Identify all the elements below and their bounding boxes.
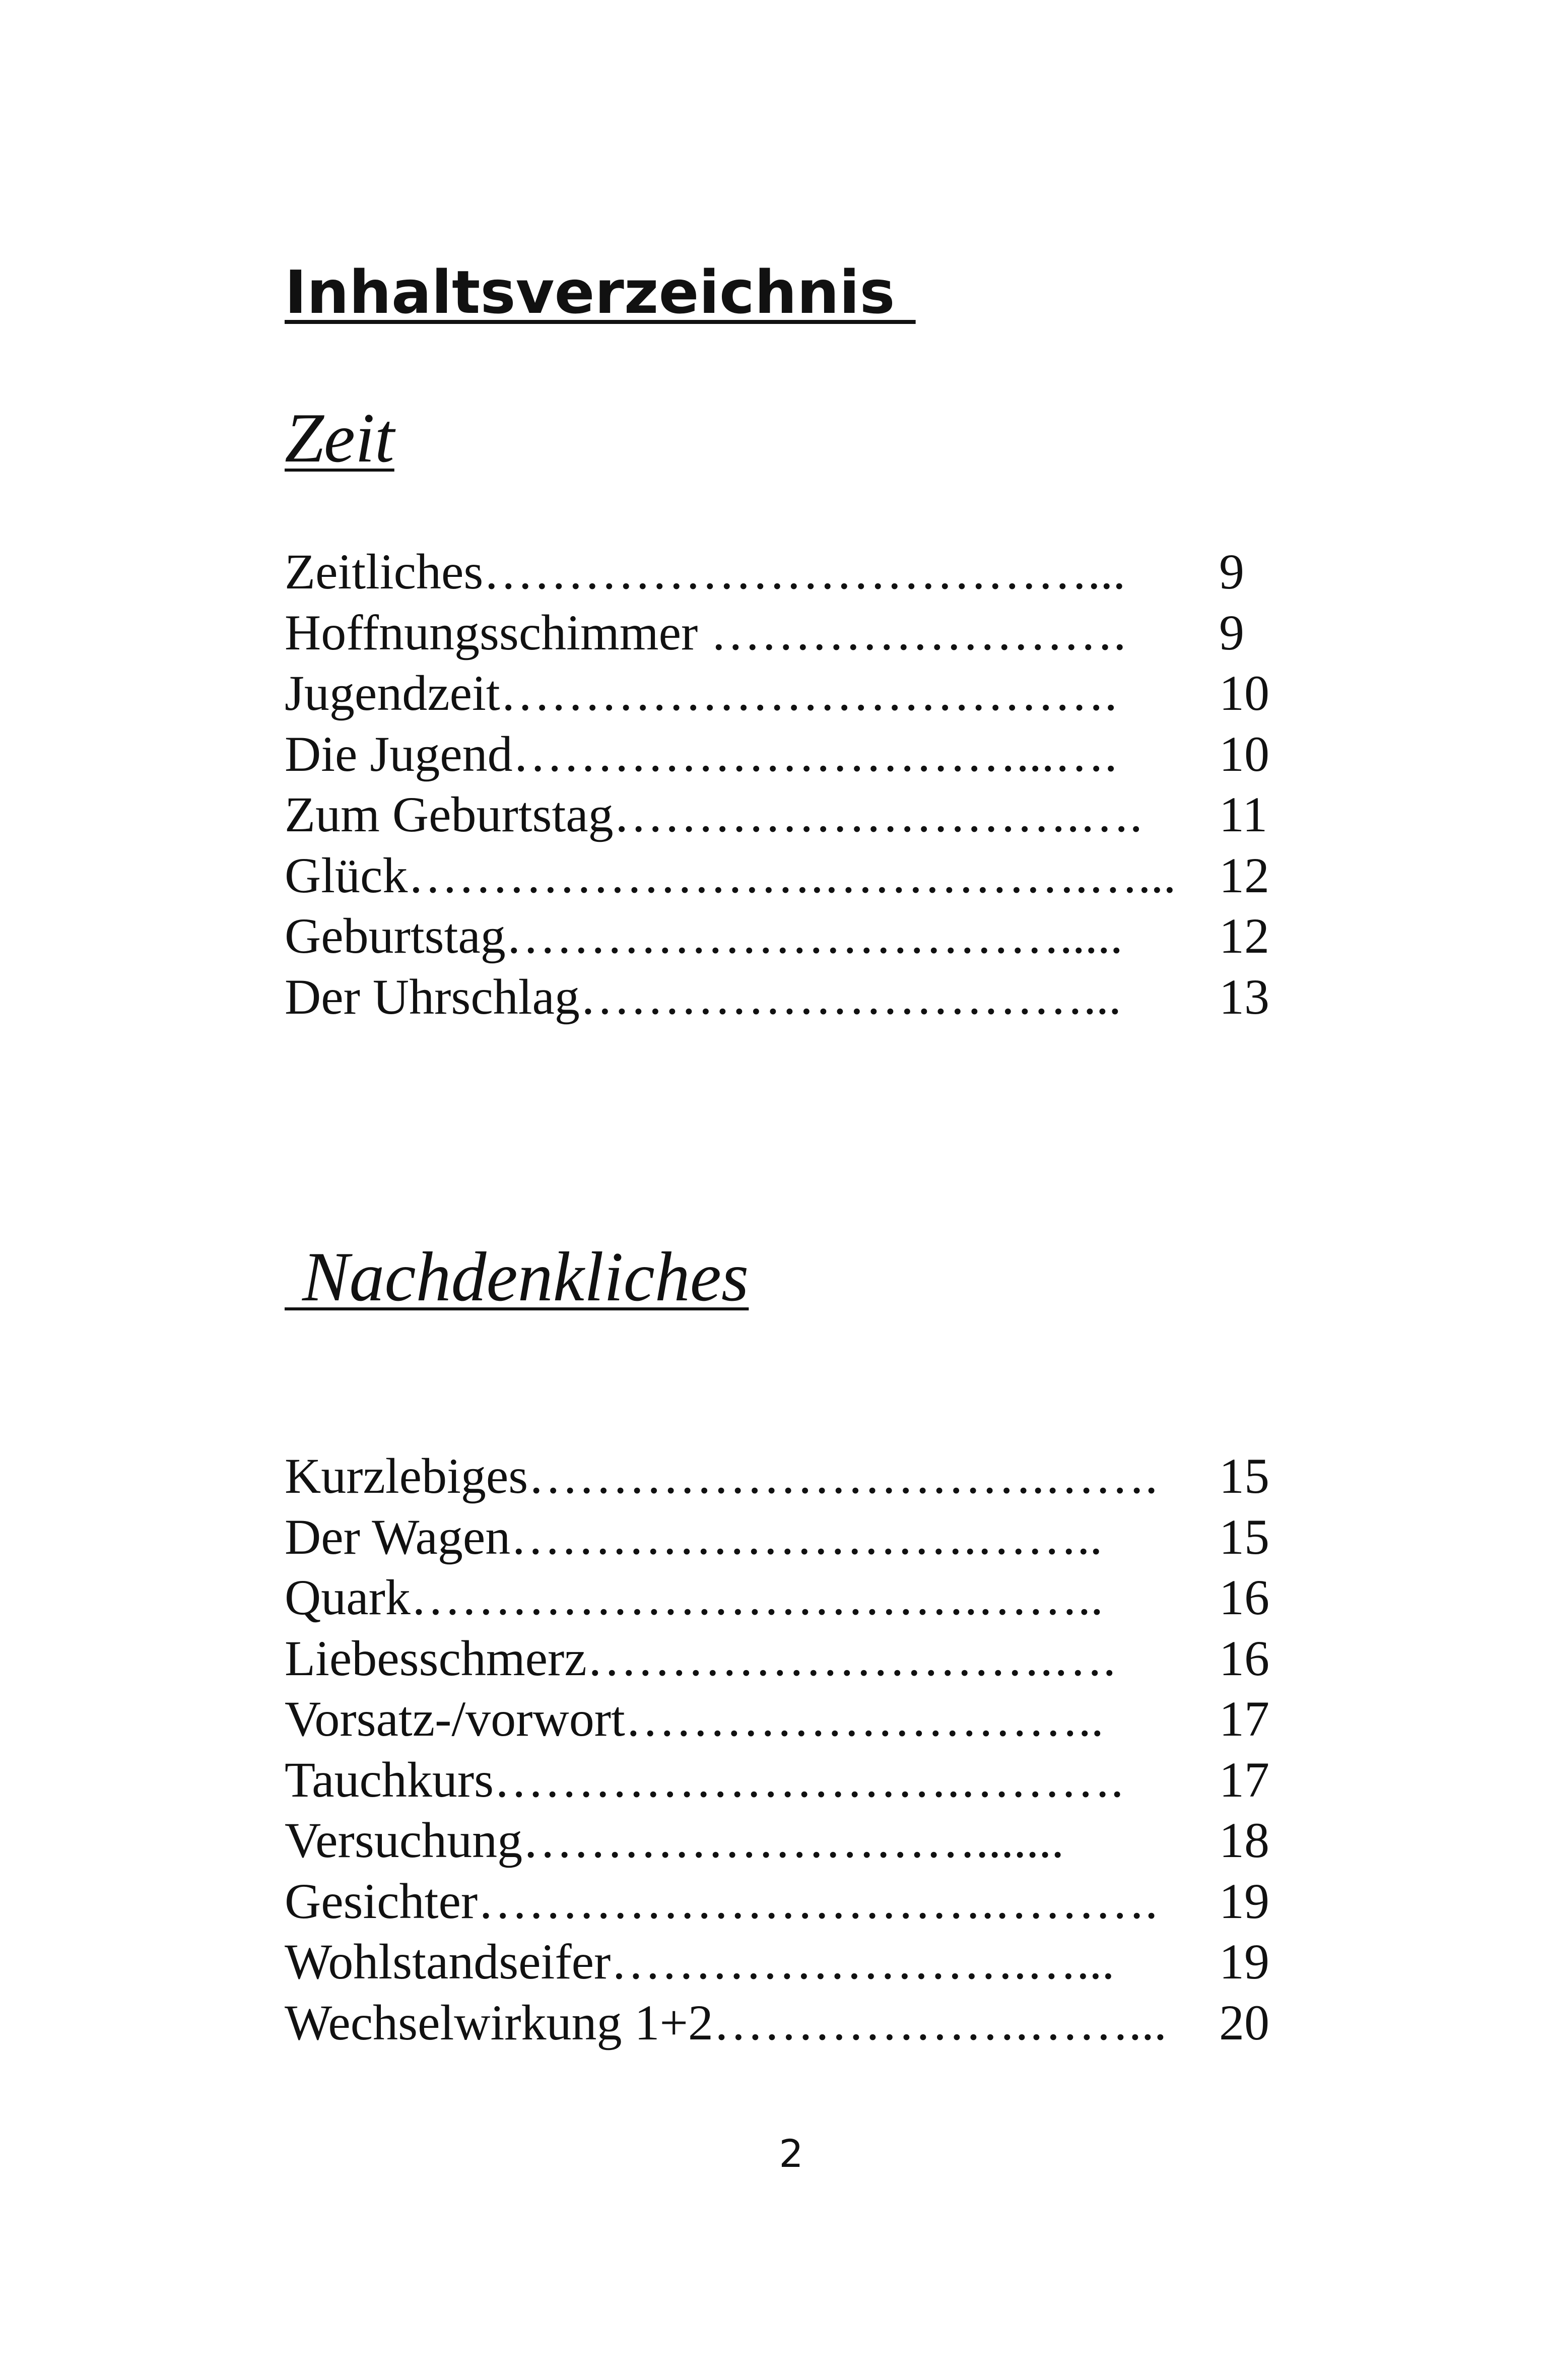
toc-list-nachdenkliches xyxy=(285,1446,1272,2053)
toc-entry xyxy=(285,1628,1272,1689)
toc-entry xyxy=(285,1993,1272,2054)
toc-entry xyxy=(285,1567,1272,1628)
toc-entry-page: 17 xyxy=(1219,1751,1269,1808)
toc-entry xyxy=(285,1932,1272,1993)
toc-entry-title: Quark…………………………….…….. xyxy=(285,1569,1103,1625)
toc-entry-page: 10 xyxy=(1219,725,1269,782)
toc-entry xyxy=(285,784,1272,845)
toc-entry-page: 11 xyxy=(1219,786,1268,842)
toc-entry xyxy=(285,1689,1272,1750)
toc-entry xyxy=(285,663,1272,724)
toc-entry-page: 13 xyxy=(1219,968,1269,1025)
toc-entry xyxy=(285,967,1272,1028)
toc-entry-title: Glück…………………….…………….…... xyxy=(285,847,1176,903)
toc-entry-title: Versuchung………………………....... xyxy=(285,1812,1064,1868)
toc-entry-page: 15 xyxy=(1219,1508,1269,1565)
toc-entry xyxy=(285,845,1272,906)
toc-entry xyxy=(285,1507,1272,1568)
toc-entry-title: Hoffnungsschimmer ……………………. xyxy=(285,604,1126,660)
toc-entry-page: 17 xyxy=(1219,1691,1269,1747)
toc-entry-page: 19 xyxy=(1219,1873,1269,1929)
toc-entry-page: 16 xyxy=(1219,1569,1269,1625)
document-title: Inhaltsverzeichnis xyxy=(285,257,916,327)
section-heading-zeit: Zeit xyxy=(285,399,394,477)
toc-entry xyxy=(285,1750,1272,1811)
toc-entry xyxy=(285,542,1272,603)
toc-entry-title: Gesichter………………………….………. xyxy=(285,1873,1158,1929)
toc-entry xyxy=(285,1810,1272,1871)
toc-entry-page: 10 xyxy=(1219,665,1269,721)
toc-entry-page: 18 xyxy=(1219,1812,1269,1868)
toc-entry xyxy=(285,1446,1272,1507)
toc-entry-title: Vorsatz-/vorwort……………………….. xyxy=(285,1691,1104,1747)
toc-entry-page: 15 xyxy=(1219,1448,1269,1504)
toc-entry xyxy=(285,1871,1272,1932)
toc-entry-page: 19 xyxy=(1219,1934,1269,1990)
page-number: 2 xyxy=(779,2131,803,2176)
toc-entry-page: 9 xyxy=(1219,544,1244,600)
toc-entry-title: Der Uhrschlag…………………………... xyxy=(285,968,1121,1025)
toc-entry xyxy=(285,603,1272,664)
toc-entry-title: Wohlstandseifer…………………….…... xyxy=(285,1934,1115,1990)
toc-entry xyxy=(285,724,1272,785)
toc-entry-page: 20 xyxy=(1219,1994,1269,2051)
toc-entry-page: 12 xyxy=(1219,847,1269,903)
toc-entry-page: 16 xyxy=(1219,1630,1269,1686)
section-heading-nachdenkliches: Nachdenkliches xyxy=(285,1238,749,1316)
toc-entry-title: Die Jugend…………………………...…. xyxy=(285,725,1117,782)
toc-entry-title: Wechselwirkung 1+2……………….……... xyxy=(285,1994,1167,2051)
toc-entry-page: 12 xyxy=(1219,908,1269,964)
toc-entry-title: Zeitliches………………………………... xyxy=(285,544,1126,600)
toc-entry-title: Jugendzeit………………………………. xyxy=(285,665,1117,721)
toc-entry xyxy=(285,906,1272,967)
toc-entry-title: Geburtstag……………………………..... xyxy=(285,908,1123,964)
toc-entry-title: Zum Geburtstag……………………….…. xyxy=(285,786,1142,842)
toc-entry-title: Der Wagen……………………….…….. xyxy=(285,1508,1103,1565)
toc-entry-title: Kurzlebiges………………………….……. xyxy=(285,1448,1158,1504)
toc-list-zeit xyxy=(285,542,1272,1027)
toc-entry-title: Liebesschmerz……………………….…. xyxy=(285,1630,1116,1686)
toc-entry-title: Tauchkurs……………………….………. xyxy=(285,1751,1124,1808)
toc-entry-page: 9 xyxy=(1219,604,1244,660)
